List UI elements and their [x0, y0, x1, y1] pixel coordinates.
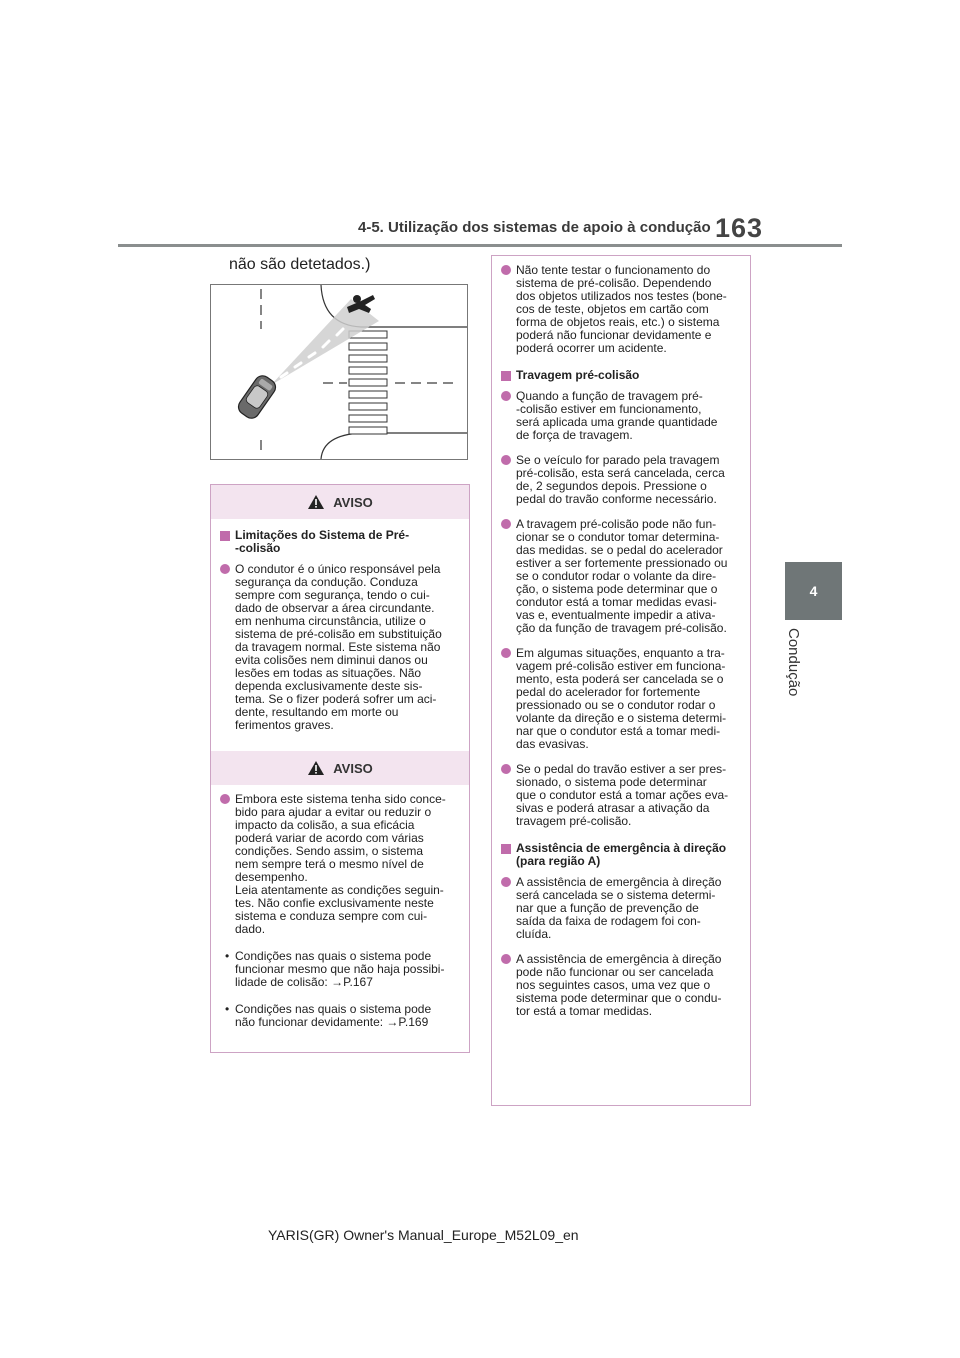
list-item	[500, 264, 742, 355]
chapter-label	[784, 628, 804, 718]
circle-bullet-icon	[501, 764, 511, 774]
circle-bullet-icon	[220, 794, 230, 804]
crosswalk-scene-graphic	[211, 285, 467, 459]
right-content	[492, 264, 750, 1018]
pedestrian-detection-illustration	[210, 284, 468, 460]
continued-warning-box	[491, 255, 751, 1106]
warning-content-2	[219, 785, 459, 1029]
circle-bullet-icon	[501, 391, 511, 401]
list-item	[500, 647, 742, 751]
warning-box	[210, 484, 470, 1053]
square-bullet-icon	[501, 371, 511, 381]
paragraph: Quando a função de travagem pré- -colisão estiver em funcionamento, será aplicada uma grande quantidade de força de travagem.	[516, 389, 718, 442]
square-bullet-icon	[501, 844, 511, 854]
warning-triangle-icon	[307, 760, 325, 776]
paragraph: A assistência de emergência à direção será cancelada se o sistema determi- nar que a função de prevenção de saída da faixa de rodagem foi con- cluída.	[516, 875, 722, 941]
list-item: • Condições nas quais o sistema pode não funcionar devidamente: →P.169	[225, 1002, 432, 1029]
warning-heading-2: AVISO	[333, 760, 373, 776]
condition-reference: Condições nas quais o sistema pode funcionar mesmo que não haja possibi- lidade de colisão: →P.167	[235, 949, 445, 989]
list-item	[500, 518, 742, 635]
circle-bullet-icon	[501, 954, 511, 964]
list-item	[500, 953, 742, 1018]
circle-bullet-icon	[501, 648, 511, 658]
page-number: 163	[715, 213, 764, 243]
list-item	[219, 563, 459, 732]
warning-subheading: Limitações do Sistema de Pré- -colisão	[235, 528, 410, 555]
paragraph: Não tente testar o funcionamento do sistema de pré-colisão. Dependendo dos objetos utilizados nos testes (bone- cos de teste, objetos em cartão com forma de objetos reais, etc.) o sistema poderá não funcionar devidamente e poderá ocorrer um acidente.	[516, 263, 727, 355]
header-divider	[118, 244, 842, 247]
warning-header-2	[211, 751, 469, 785]
subheading: Travagem pré-colisão	[516, 368, 640, 382]
intro-text: não são detetados.)	[229, 256, 371, 273]
warning-paragraph: O condutor é o único responsável pela segurança da condução. Conduza sempre com segurança, tendo o cui- dado de observar a área circundante. em nenhuma circunstância, utilize o sistema de pré-colisão em substituição da travagem normal. Este sistema não evita colisões nem diminui danos ou lesões em todas as situações. Não dependa exclusivamente deste sis- tema. Se o fizer poderá sofrer um aci- dente, resultando em morte ou ferimentos graves.	[235, 562, 442, 732]
list-item	[219, 793, 459, 936]
paragraph: Se o pedal do travão estiver a ser pres- sionado, o sistema pode determinar que o condutor está a tomar ações eva- sivas e poderá atrasar a ativação da travagem pré-colisão.	[516, 762, 729, 828]
warning-header	[211, 485, 469, 519]
list-item: • Condições nas quais o sistema pode funcionar mesmo que não haja possibi- lidade de colisão: →P.167	[225, 949, 445, 989]
paragraph: A travagem pré-colisão pode não fun- cionar se o condutor tomar determina- das medidas. se o pedal do acelerador estiver a ser fortemente pressionado ou se o condutor rodar o volante da dire- ção, o sistema pode determinar que o condutor está a tomar medidas evasi- vas e, eventualmente impedir a ativa- ção da função de travagem pré-colisão.	[516, 517, 728, 635]
list-item	[219, 529, 459, 555]
warning-content	[211, 519, 469, 732]
circle-bullet-icon	[501, 877, 511, 887]
circle-bullet-icon	[501, 265, 511, 275]
list-item	[500, 763, 742, 828]
paragraph: Em algumas situações, enquanto a tra- vagem pré-colisão estiver em funciona- mento, esta poderá ser cancelada se o pedal do acelerador for fortemente pressionado ou se o condutor rodar o volante da direção e o sistema determi- nar que o condutor está a tomar medi- das evasivas.	[516, 646, 727, 751]
square-bullet-icon	[220, 531, 230, 541]
manual-footer: YARIS(GR) Owner's Manual_Europe_M52L09_en	[268, 1227, 579, 1243]
list-item	[500, 842, 742, 868]
warning-paragraph-2: Embora este sistema tenha sido conce- bido para ajudar a evitar ou reduzir o impacto da colisão, a sua eficácia poderá variar de acordo com várias condições. Sendo assim, o sistema nem sempre terá o mesmo nível de desempenho. Leia atentamente as condições seguin- tes. Não confie exclusivamente neste sistema e conduza sempre com cui- dado.	[235, 792, 446, 936]
list-item	[500, 454, 742, 506]
list-item	[500, 390, 742, 442]
paragraph: Se o veículo for parado pela travagem pré-colisão, esta será cancelada, cerca de, 2 segundos depois. Pressione o pedal do travão conforme necessário.	[516, 453, 725, 506]
paragraph: A assistência de emergência à direção pode não funcionar ou ser cancelada nos seguintes casos, uma vez que o sistema pode determinar que o condu- tor está a tomar medidas.	[516, 952, 722, 1018]
section-title: 4-5. Utilização dos sistemas de apoio à condução	[358, 219, 711, 236]
chapter-tab: 4	[785, 562, 842, 620]
list-item	[500, 876, 742, 941]
list-item	[500, 369, 742, 382]
subheading: Assistência de emergência à direção (para região A)	[516, 841, 727, 868]
chapter-name: Condução	[785, 628, 802, 697]
circle-bullet-icon	[220, 564, 230, 574]
circle-bullet-icon	[501, 455, 511, 465]
warning-heading: AVISO	[333, 494, 373, 510]
warning-triangle-icon	[307, 494, 325, 510]
condition-reference: Condições nas quais o sistema pode não funcionar devidamente: →P.169	[235, 1002, 432, 1029]
circle-bullet-icon	[501, 519, 511, 529]
